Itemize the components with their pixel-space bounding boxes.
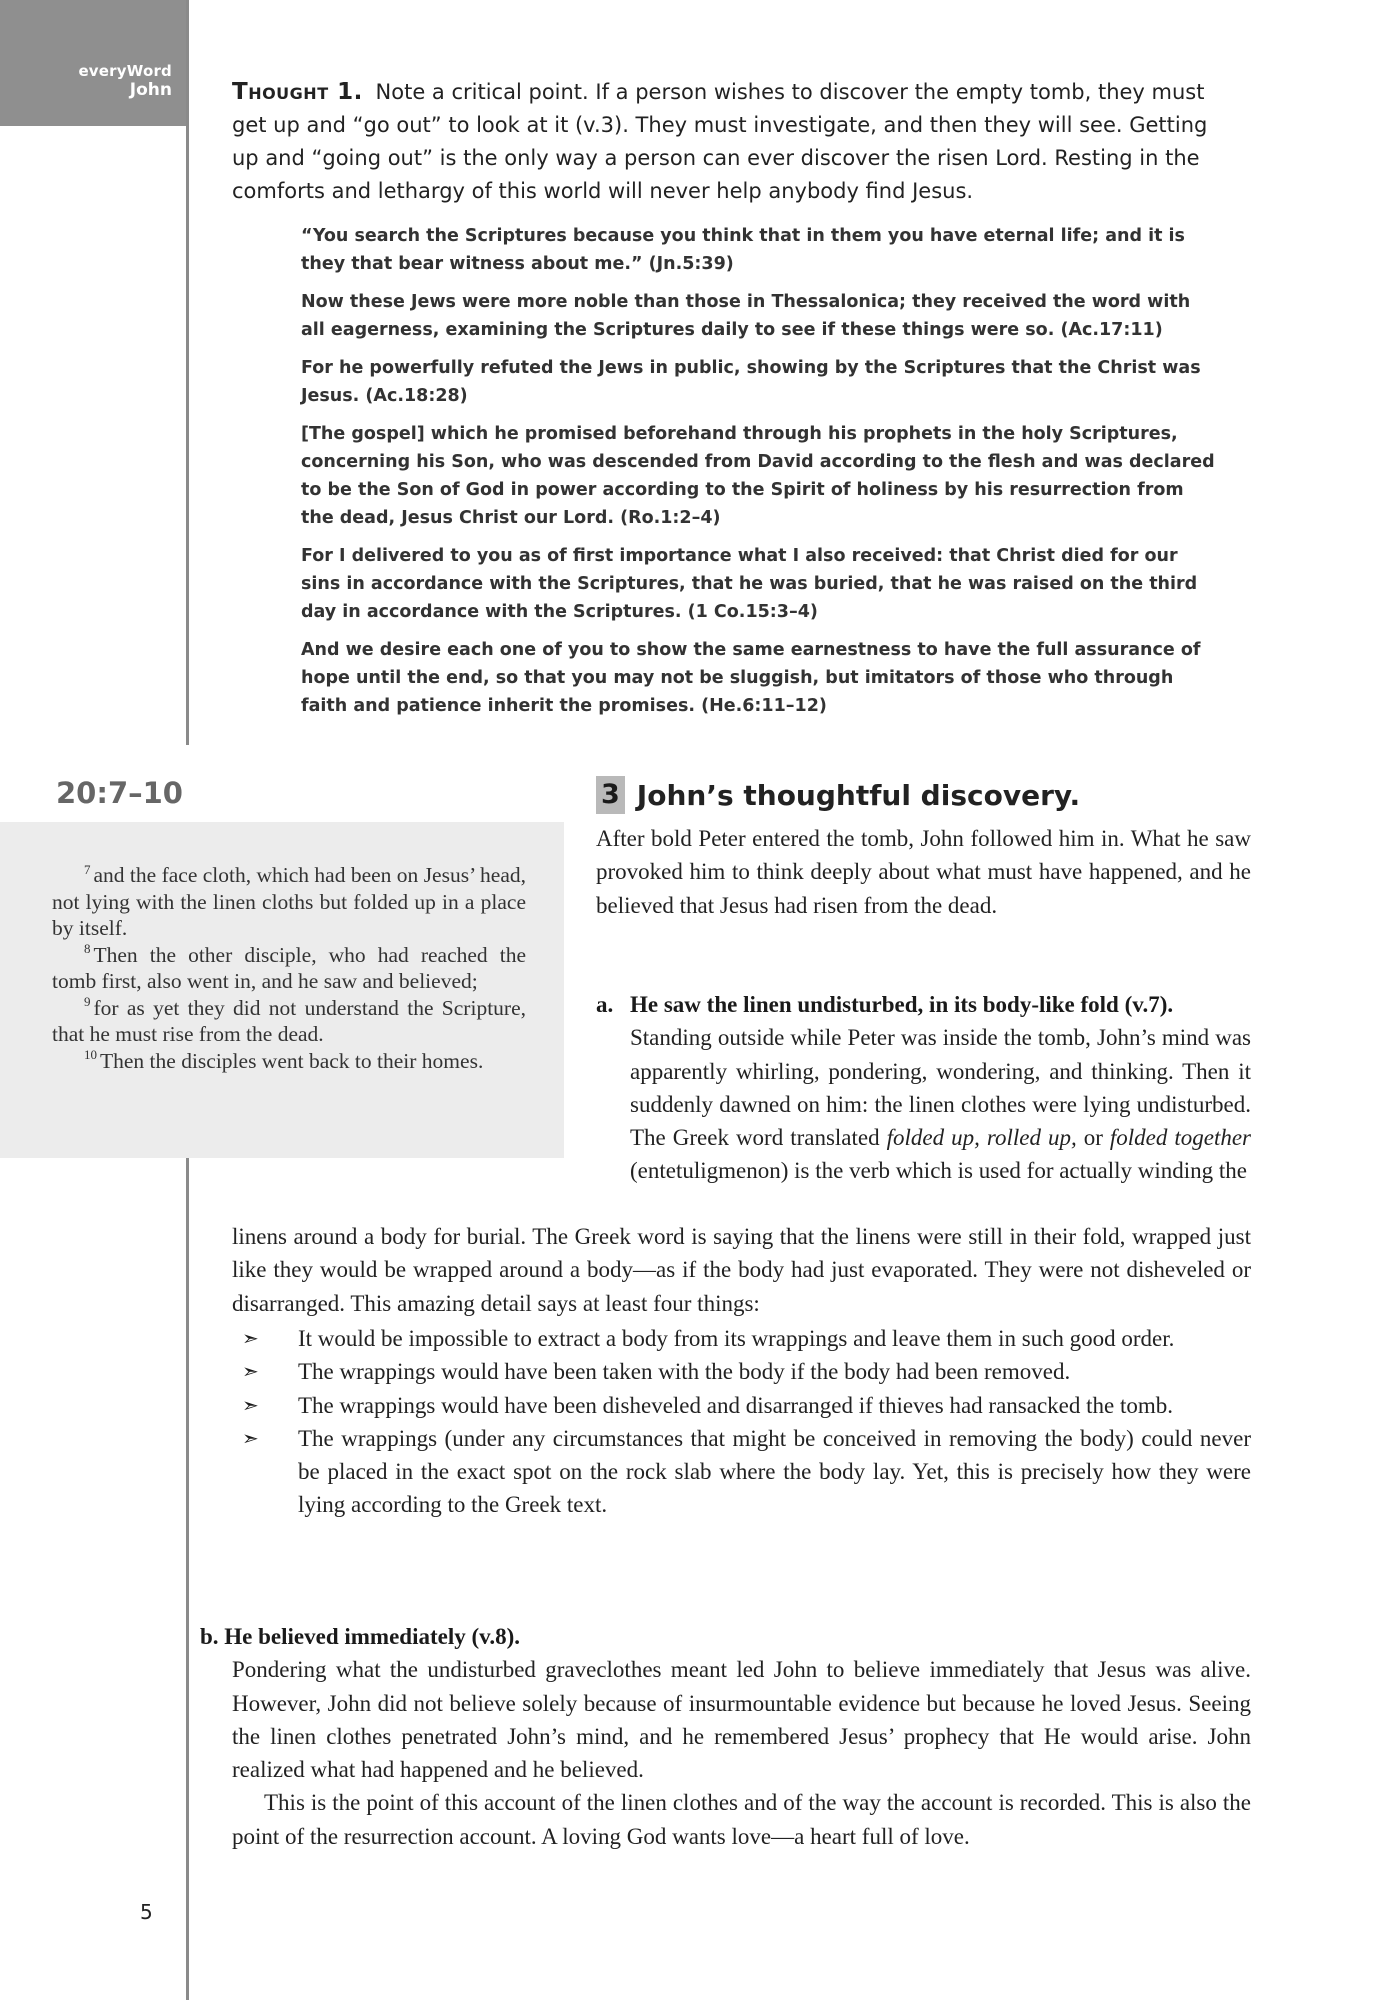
verse-number: 7: [84, 861, 91, 877]
thought-paragraph: [232, 76, 1220, 208]
book-name: John: [129, 80, 172, 100]
conjunction: or: [1083, 1125, 1103, 1151]
scripture-box: [0, 822, 564, 1158]
verse-number: 10: [84, 1047, 97, 1063]
verse: [52, 942, 526, 995]
verse-text: Then the disciples went back to their homes.: [100, 1048, 484, 1073]
section-intro: After bold Peter entered the tomb, John followed him in. What he saw provoked him to think deeply about what must have happened, and he believed that Jesus had risen from the dead.: [596, 826, 1251, 918]
arrow-bullet-icon: ➣: [242, 1392, 259, 1417]
list-item: [232, 1322, 1251, 1355]
running-header: [0, 0, 186, 126]
section-title: John’s thoughtful discovery.: [636, 778, 1081, 812]
section-heading: [596, 776, 1080, 814]
point-b-letter: b.: [200, 1624, 219, 1649]
verse-text: Then the other disciple, who had reached the tomb first, also went in, and he saw and believed;: [52, 942, 526, 993]
verse: [52, 1048, 526, 1075]
point-b: [200, 1620, 1251, 1853]
scripture-quote: And we desire each one of you to show the same earnestness to have the full assurance of hope until the end, so that you may not be sluggish, but imitators of those who through faith and patience inherit the promises. (He.6:11–12): [301, 640, 1201, 716]
point-b-paragraph: This is the point of this account of the linen clothes and of the way the account is recorded. This is also the point of the resurrection account. A loving God wants love—a heart full of love.: [232, 1790, 1251, 1849]
point-a-letter: a.: [596, 992, 614, 1017]
page-number: 5: [140, 1900, 153, 1924]
arrow-bullet-icon: ➣: [242, 1425, 259, 1450]
point-b-heading: He believed immediately (v.8).: [224, 1624, 521, 1649]
bullet-text: It would be impossible to extract a body from its wrappings and leave them in such good order.: [298, 1326, 1175, 1351]
thought-section: [232, 76, 1220, 730]
thought-label: Thought 1.: [232, 79, 363, 105]
scripture-quote: “You search the Scriptures because you think that in them you have eternal life; and it is they that bear witness about me.” (Jn.5:39): [301, 226, 1185, 274]
arrow-bullet-icon: ➣: [242, 1326, 259, 1350]
bullet-text: The wrappings (under any circumstances that might be conceived in removing the body) could never be placed in the exact spot on the rock slab where the body lay. Yet, this is precisely how they were lying according to the Greek text.: [298, 1425, 1251, 1518]
bullet-text: The wrappings would have been disheveled and disarranged if thieves had ransacked the tomb.: [298, 1392, 1173, 1418]
point-a-heading: He saw the linen undisturbed, in its body-like fold (v.7).: [630, 992, 1174, 1017]
point-a-text-1: Standing outside while Peter was inside the tomb, John’s mind was apparently whirling, pondering, wondering, and thinking. Then it suddenly dawned on him: the linen clothes were lying undisturbed. The Greek word translated: [630, 1025, 1251, 1151]
scripture-quotes: [301, 222, 1219, 720]
point-a-continuation: linens around a body for burial. The Greek word is saying that the linens were still in their fold, wrapped just like they would be wrapped around a body—as if the body had just evaporated. They were not disheveled or disarranged. This amazing detail says at least four things:: [232, 1224, 1251, 1316]
scripture-quote: [The gospel] which he promised beforehand through his prophets in the holy Scriptures, concerning his Son, who was descended from David according to the flesh and was declared to be the Son of God in power according to the Spirit of holiness by his resurrection from the dead, Jesus Christ our Lord. (Ro.1:2–4): [301, 424, 1215, 528]
margin-rule-top: [186, 0, 189, 745]
verse-number: 9: [84, 994, 91, 1010]
point-a-heading-row: [596, 988, 1251, 1021]
list-item: [232, 1389, 1251, 1422]
greek-term-2: folded together: [1109, 1125, 1252, 1151]
point-b-heading-row: [200, 1620, 1251, 1653]
verse: [52, 995, 526, 1048]
list-item: [232, 1422, 1251, 1522]
point-a: [596, 988, 1251, 1188]
section-number: 3: [596, 776, 625, 814]
point-a-text-2: (entetuligmenon) is the verb which is used for actually winding the: [630, 1158, 1248, 1184]
scripture-quote: For he powerfully refuted the Jews in public, showing by the Scriptures that the Christ was Jesus. (Ac.18:28): [301, 358, 1201, 406]
thought-text: Note a critical point. If a person wishes to discover the empty tomb, they must get up and “go out” to look at it (v.3). They must investigate, and then they will see. Getting up and “going out” is the only way a person can ever discover the risen Lord. Resting in the comforts and lethargy of this world will never help anybody find Jesus.: [232, 80, 1208, 203]
point-b-body: [232, 1653, 1251, 1853]
series-name: everyWord: [78, 62, 172, 80]
scripture-quote: For I delivered to you as of first importance what I also received: that Christ died for our sins in accordance with the Scriptures, that he was buried, that he was raised on the third day in accordance with the Scriptures. (1 Co.15:3–4): [301, 546, 1198, 622]
point-a-text: [630, 1021, 1251, 1187]
margin-rule-bottom: [186, 1158, 189, 2000]
list-item: [232, 1355, 1251, 1388]
greek-term-1: folded up, rolled up,: [886, 1125, 1077, 1151]
verse-text: for as yet they did not understand the Scripture, that he must rise from the dead.: [52, 995, 526, 1046]
verse-text: and the face cloth, which had been on Jesus’ head, not lying with the linen cloths but folded up in a place by itself.: [52, 863, 526, 940]
arrow-bullet-icon: ➣: [242, 1359, 259, 1384]
verse-number: 8: [84, 941, 91, 957]
verse: [52, 862, 526, 942]
bullet-list: [232, 1322, 1251, 1522]
bullet-text: The wrappings would have been taken with the body if the body had been removed.: [298, 1359, 1071, 1385]
scripture-reference: 20:7–10: [56, 776, 183, 810]
point-b-paragraph: Pondering what the undisturbed graveclothes meant led John to believe immediately that Jesus was alive. However, John did not believe solely because of insurmountable evidence but because he loved Jesus. Seeing the linen clothes penetrated John’s mind, and he remembered Jesus’ prophecy that He would arise. John realized what had happened and he believed.: [232, 1657, 1251, 1783]
scripture-quote: Now these Jews were more noble than those in Thessalonica; they received the word with all eagerness, examining the Scriptures daily to see if these things were so. (Ac.17:11): [301, 292, 1191, 340]
